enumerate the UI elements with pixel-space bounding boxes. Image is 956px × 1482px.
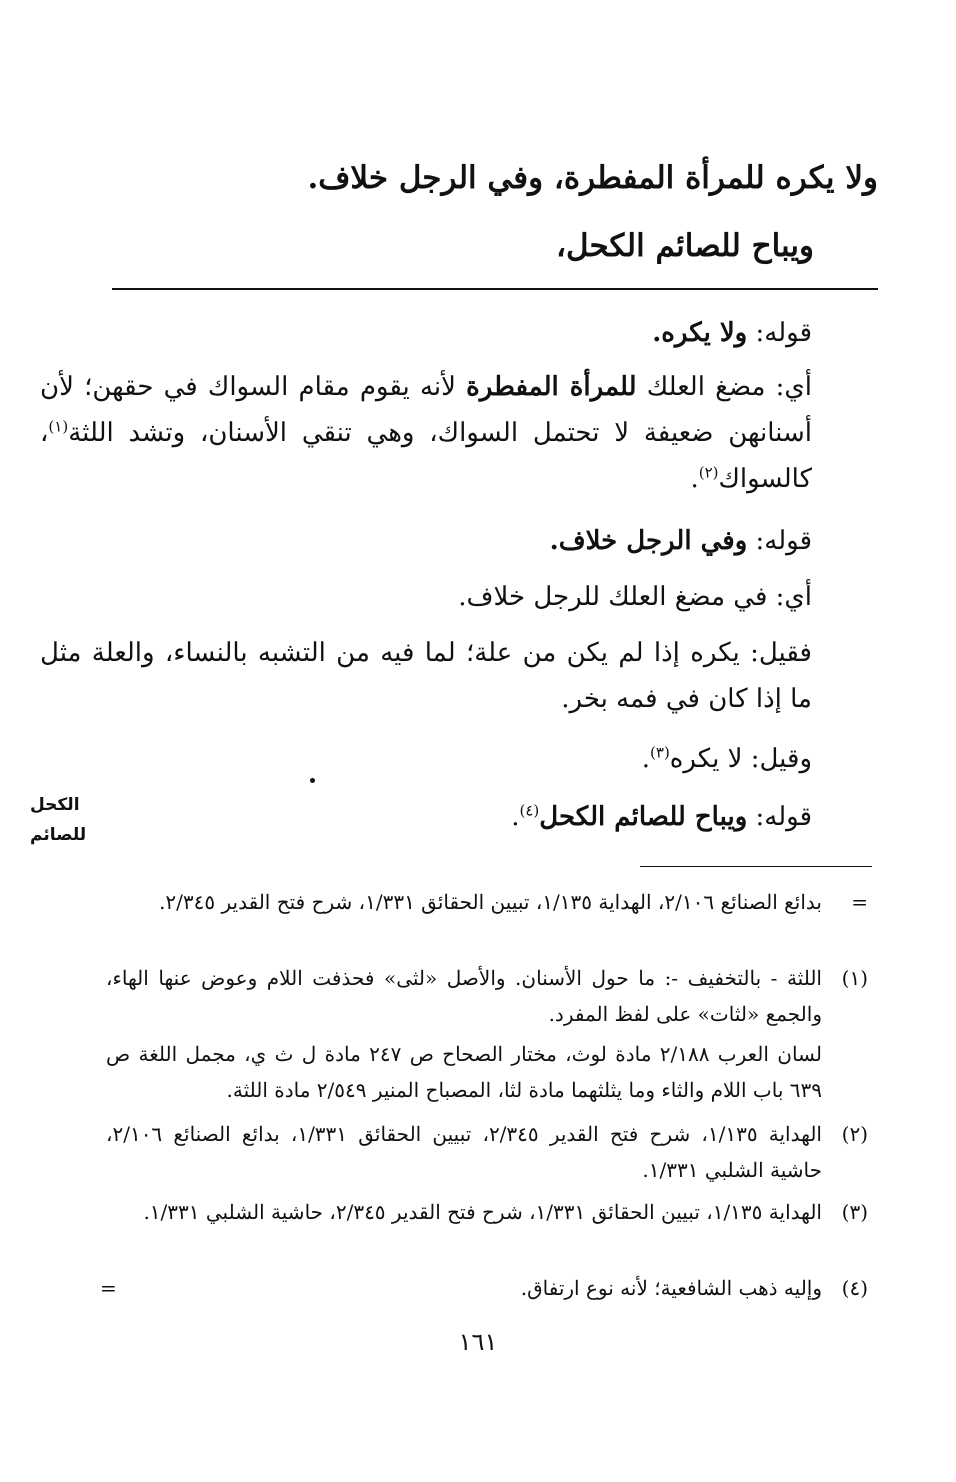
qawl-end: .	[511, 802, 520, 832]
qawl-quote: ولا يكره.	[652, 318, 748, 348]
margin-heading	[30, 790, 94, 850]
footnote-text: لسان العرب ٢/١٨٨ مادة لوث، مختار الصحاح ص ٢٤٧ مادة ل ث ي، مجمل اللغة ص ٦٣٩ باب اللام والثاء وما يثلثهما مادة لثا، المصباح المنير ٢/٥٤٩ مادة اللثة.	[106, 1042, 822, 1102]
footnote-text: الهداية ١/١٣٥، تبيين الحقائق ١/٣٣١، شرح فتح القدير ٢/٣٤٥، حاشية الشلبي ١/٣٣١.	[143, 1200, 822, 1224]
matn-line-1: ولا يكره للمرأة المفطرة، وفي الرجل خلاف.	[307, 160, 878, 196]
commentary-qawl-1	[40, 310, 876, 356]
commentary-opinion-1: فقيل: يكره إذا لم يكن من علة؛ لما فيه من التشبه بالنساء، والعلة مثل ما إذا كان في فمه بخر.	[40, 638, 812, 714]
footnote-text: الهداية ١/١٣٥، شرح فتح القدير ٢/٣٤٥، تبيين الحقائق ١/٣٣١، بدائع الصنائع ٢/١٠٦، حاشية الشلبي ١/٣٣١.	[106, 1122, 822, 1182]
footnote-text: بدائع الصنائع ٢/١٠٦، الهداية ١/١٣٥، تبيين الحقائق ١/٣٣١، شرح فتح القدير ٢/٣٤٥.	[159, 890, 822, 914]
footnote-number: (٣)	[841, 1200, 868, 1224]
commentary-explanation-2: أي: في مضغ العلك للرجل خلاف.	[458, 582, 812, 612]
continuation-marker-end: =	[100, 1276, 117, 1300]
matn-line-2: ويباح للصائم الكحل،	[556, 228, 814, 264]
explanation-text: ، كالسواك	[40, 418, 812, 494]
qawl-label: قوله:	[747, 526, 812, 556]
footnote-text: اللثة - بالتخفيف -: ما حول الأسنان. والأصل «لثى» فحذفت اللام وعوض عنها الهاء، والجمع «لثات» على لفظ المفرد.	[106, 966, 822, 1026]
footnote-text: وإليه ذهب الشافعية؛ لأنه نوع ارتفاق.	[520, 1276, 822, 1300]
footnote-ref-3[interactable]: (٣)	[650, 743, 670, 762]
commentary-qawl-3	[40, 794, 876, 840]
footnote-ref-2[interactable]: (٢)	[698, 463, 719, 482]
opinion-text: .	[641, 744, 651, 774]
explanation-quote: للمرأة المفطرة	[466, 372, 637, 402]
footnote-number: (٢)	[841, 1122, 868, 1146]
footnote-ref-1[interactable]: (١)	[48, 417, 69, 436]
commentary-opinion-2	[40, 736, 876, 782]
footnote-4	[106, 1270, 868, 1306]
footnote-number: (٤)	[841, 1276, 868, 1300]
explanation-text: أي: مضغ العلك	[636, 372, 812, 402]
commentary-explanation-1	[40, 364, 876, 502]
footnote-number: (١)	[841, 966, 868, 990]
qawl-label: قوله:	[747, 318, 812, 348]
footnote-divider	[640, 866, 872, 867]
margin-heading-line-2: للصائم	[30, 825, 87, 845]
footnote-2	[106, 1116, 868, 1188]
matn-divider	[112, 288, 878, 290]
explanation-text: .	[690, 464, 699, 494]
explanation-text: لأنه يقوم مقام السواك في حقهن؛ لأن أسنانهن ضعيفة لا تحتمل السواك، وهي تنقي الأسنان، وتشد اللثة	[40, 372, 812, 448]
footnote-3	[106, 1194, 868, 1230]
margin-heading-line-1: الكحل	[30, 795, 80, 815]
footnote-continuation	[106, 884, 868, 920]
footnote-1	[106, 960, 868, 1032]
qawl-quote: ويباح للصائم الكحل	[539, 802, 748, 832]
footnote-ref-4[interactable]: (٤)	[519, 801, 540, 820]
continuation-marker: =	[851, 890, 868, 914]
opinion-text: وقيل: لا يكره	[669, 744, 812, 774]
commentary-qawl-2	[40, 518, 876, 564]
page-number: ١٦١	[458, 1328, 498, 1356]
print-speck	[310, 778, 315, 783]
footnote-1-sources	[106, 1036, 868, 1108]
qawl-quote: وفي الرجل خلاف.	[549, 526, 748, 556]
qawl-label: قوله:	[747, 802, 812, 832]
